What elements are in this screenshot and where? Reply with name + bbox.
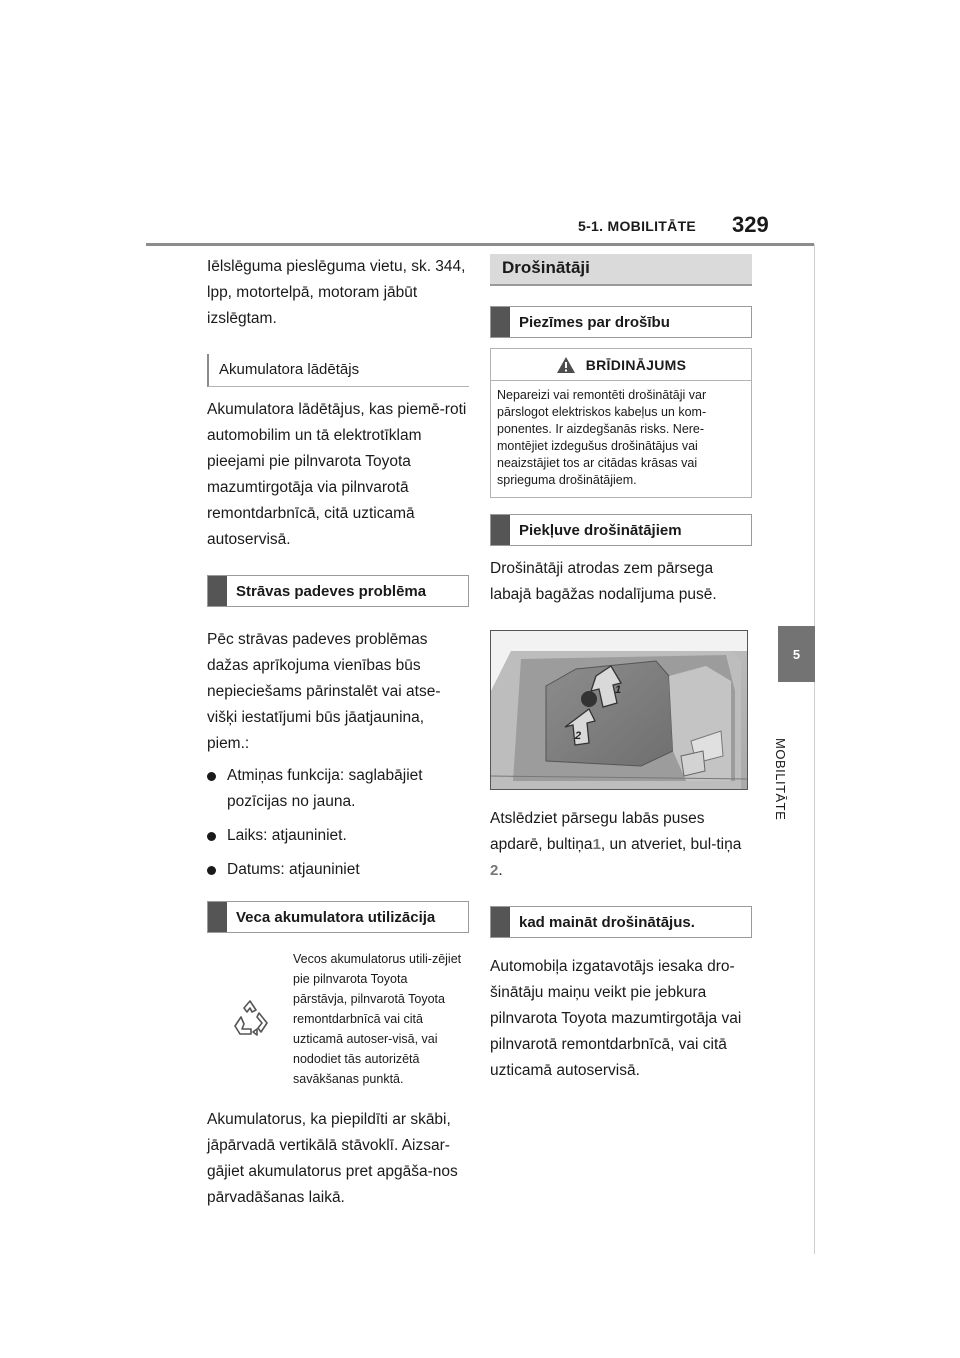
photo-caption: [490, 806, 752, 884]
heading-bar: [208, 902, 227, 932]
heading-bar: [491, 515, 510, 545]
caption-number-1: 1: [592, 836, 601, 853]
transport-paragraph: Akumulatorus, ka piepildīti ar skābi, jāpārvadā vertikālā stāvoklī. Aizsar-gājiet akumulatorus pret apgāša-nos pārvadāšanas laikā.: [207, 1111, 458, 1206]
bullet-icon: [207, 832, 216, 841]
access-heading: [490, 514, 752, 546]
charger-heading: [207, 354, 469, 387]
charger-heading-text: Akumulatora lādētājs: [219, 361, 360, 378]
power-heading-text: Strāvas padeves problēma: [236, 582, 427, 600]
replace-heading: [490, 906, 752, 938]
warning-box: [490, 348, 752, 498]
replace-heading-text: kad maināt drošinātājus.: [519, 913, 695, 931]
warning-header: [491, 349, 751, 381]
bullet-icon: [207, 772, 216, 781]
access-paragraph: Drošinātāji atrodas zem pārsega labajā bagāžas nodalījuma pusē.: [490, 560, 717, 603]
list-item: [207, 857, 469, 883]
warning-title: BRĪDINĀJUMS: [585, 356, 687, 373]
recycle-icon: [207, 949, 293, 1089]
chapter-number: 5: [792, 646, 801, 662]
header-rule: [146, 243, 814, 246]
intro-paragraph: Iēlslēguma pieslēguma vietu, sk. 344, lpp, motortelpā, motoram jābūt izslēgtam.: [207, 258, 466, 327]
bullet-icon: [207, 866, 216, 875]
recycle-text: Vecos akumulatorus utili-zējiet pie pilnvarota Toyota pārstāvja, pilnvarotā Toyota remontdarbnīcā vai citā uzticamā autoser-visā, vai nododiet tās autorizētā savākšanas punktā.: [293, 952, 462, 1086]
power-paragraph: Pēc strāvas padeves problēmas dažas aprīkojuma vienības būs nepieciešams pārinstalēt vai atse-višķi iestatījumi būs jāatjaunina, piem.:: [207, 631, 441, 752]
warning-text: Nepareizi vai remontēti drošinātāji var pārslogot elektriskos kabeļus un kom-ponentes. Ir aizdegšanās risks. Nere-montējiet izdegušus drošinātājus vai neaizstājiet tos ar citādas krāsas vai sprieguma drošinātājiem.: [497, 388, 707, 487]
safety-heading: [490, 306, 752, 338]
recycle-note: [207, 949, 469, 1089]
heading-bar: [491, 307, 510, 337]
replace-paragraph: Automobiļa izgatavotājs iesaka dro-šinātāju maiņu veikt pie jebkura pilnvarota Toyota mazumtirgotāja vai pilnvarotā remontdarbnīcā, vai citā uzticamā autoservisā.: [490, 958, 742, 1079]
caption-text: .: [498, 862, 503, 879]
safety-heading-text: Piezīmes par drošību: [519, 313, 670, 331]
warning-triangle-icon: [556, 356, 576, 374]
arrow-label-1: 1: [615, 684, 622, 696]
disposal-heading: [207, 901, 469, 933]
trunk-fuse-photo: [490, 630, 748, 790]
bullet-list: [207, 763, 469, 883]
section-title: 5-1. MOBILITĀTE: [578, 218, 697, 234]
page-number: 329: [732, 212, 769, 237]
list-item: [207, 823, 469, 849]
caption-number-2: 2: [490, 862, 499, 879]
list-item: [207, 763, 469, 815]
fuses-heading-text: Drošinātāji: [502, 258, 590, 277]
right-column: [490, 254, 752, 1084]
left-column: [207, 254, 469, 1211]
chapter-tab: [778, 626, 815, 682]
heading-bar: [208, 576, 227, 606]
caption-text: , un atveriet, bul-tiņa: [600, 836, 742, 853]
fuses-heading: [490, 254, 752, 286]
list-item-text: Atmiņas funkcija: saglabājiet pozīcijas no jauna.: [227, 767, 423, 810]
caption-text: Atslēdziet pārsegu labās puses apdarē, bultiņa: [490, 810, 705, 853]
arrow-label-2: 2: [575, 730, 582, 742]
chapter-label: MOBILITĀTE: [773, 738, 788, 821]
charger-paragraph: Akumulatora lādētājus, kas piemē-roti automobilim un tā elektrotīklam pieejami pie pilnvarota Toyota mazumtirgotāja via pilnvarotā remontdarbnīcā, citā uzticamā autoservisā.: [207, 401, 467, 548]
power-heading: [207, 575, 469, 607]
side-divider: [814, 244, 815, 1254]
list-item-text: Datums: atjauniniet: [227, 861, 360, 878]
list-item-text: Laiks: atjauniniet.: [227, 827, 347, 844]
heading-bar: [491, 907, 510, 937]
disposal-heading-text: Veca akumulatora utilizācija: [236, 908, 436, 926]
access-heading-text: Piekļuve drošinātājiem: [519, 521, 682, 539]
